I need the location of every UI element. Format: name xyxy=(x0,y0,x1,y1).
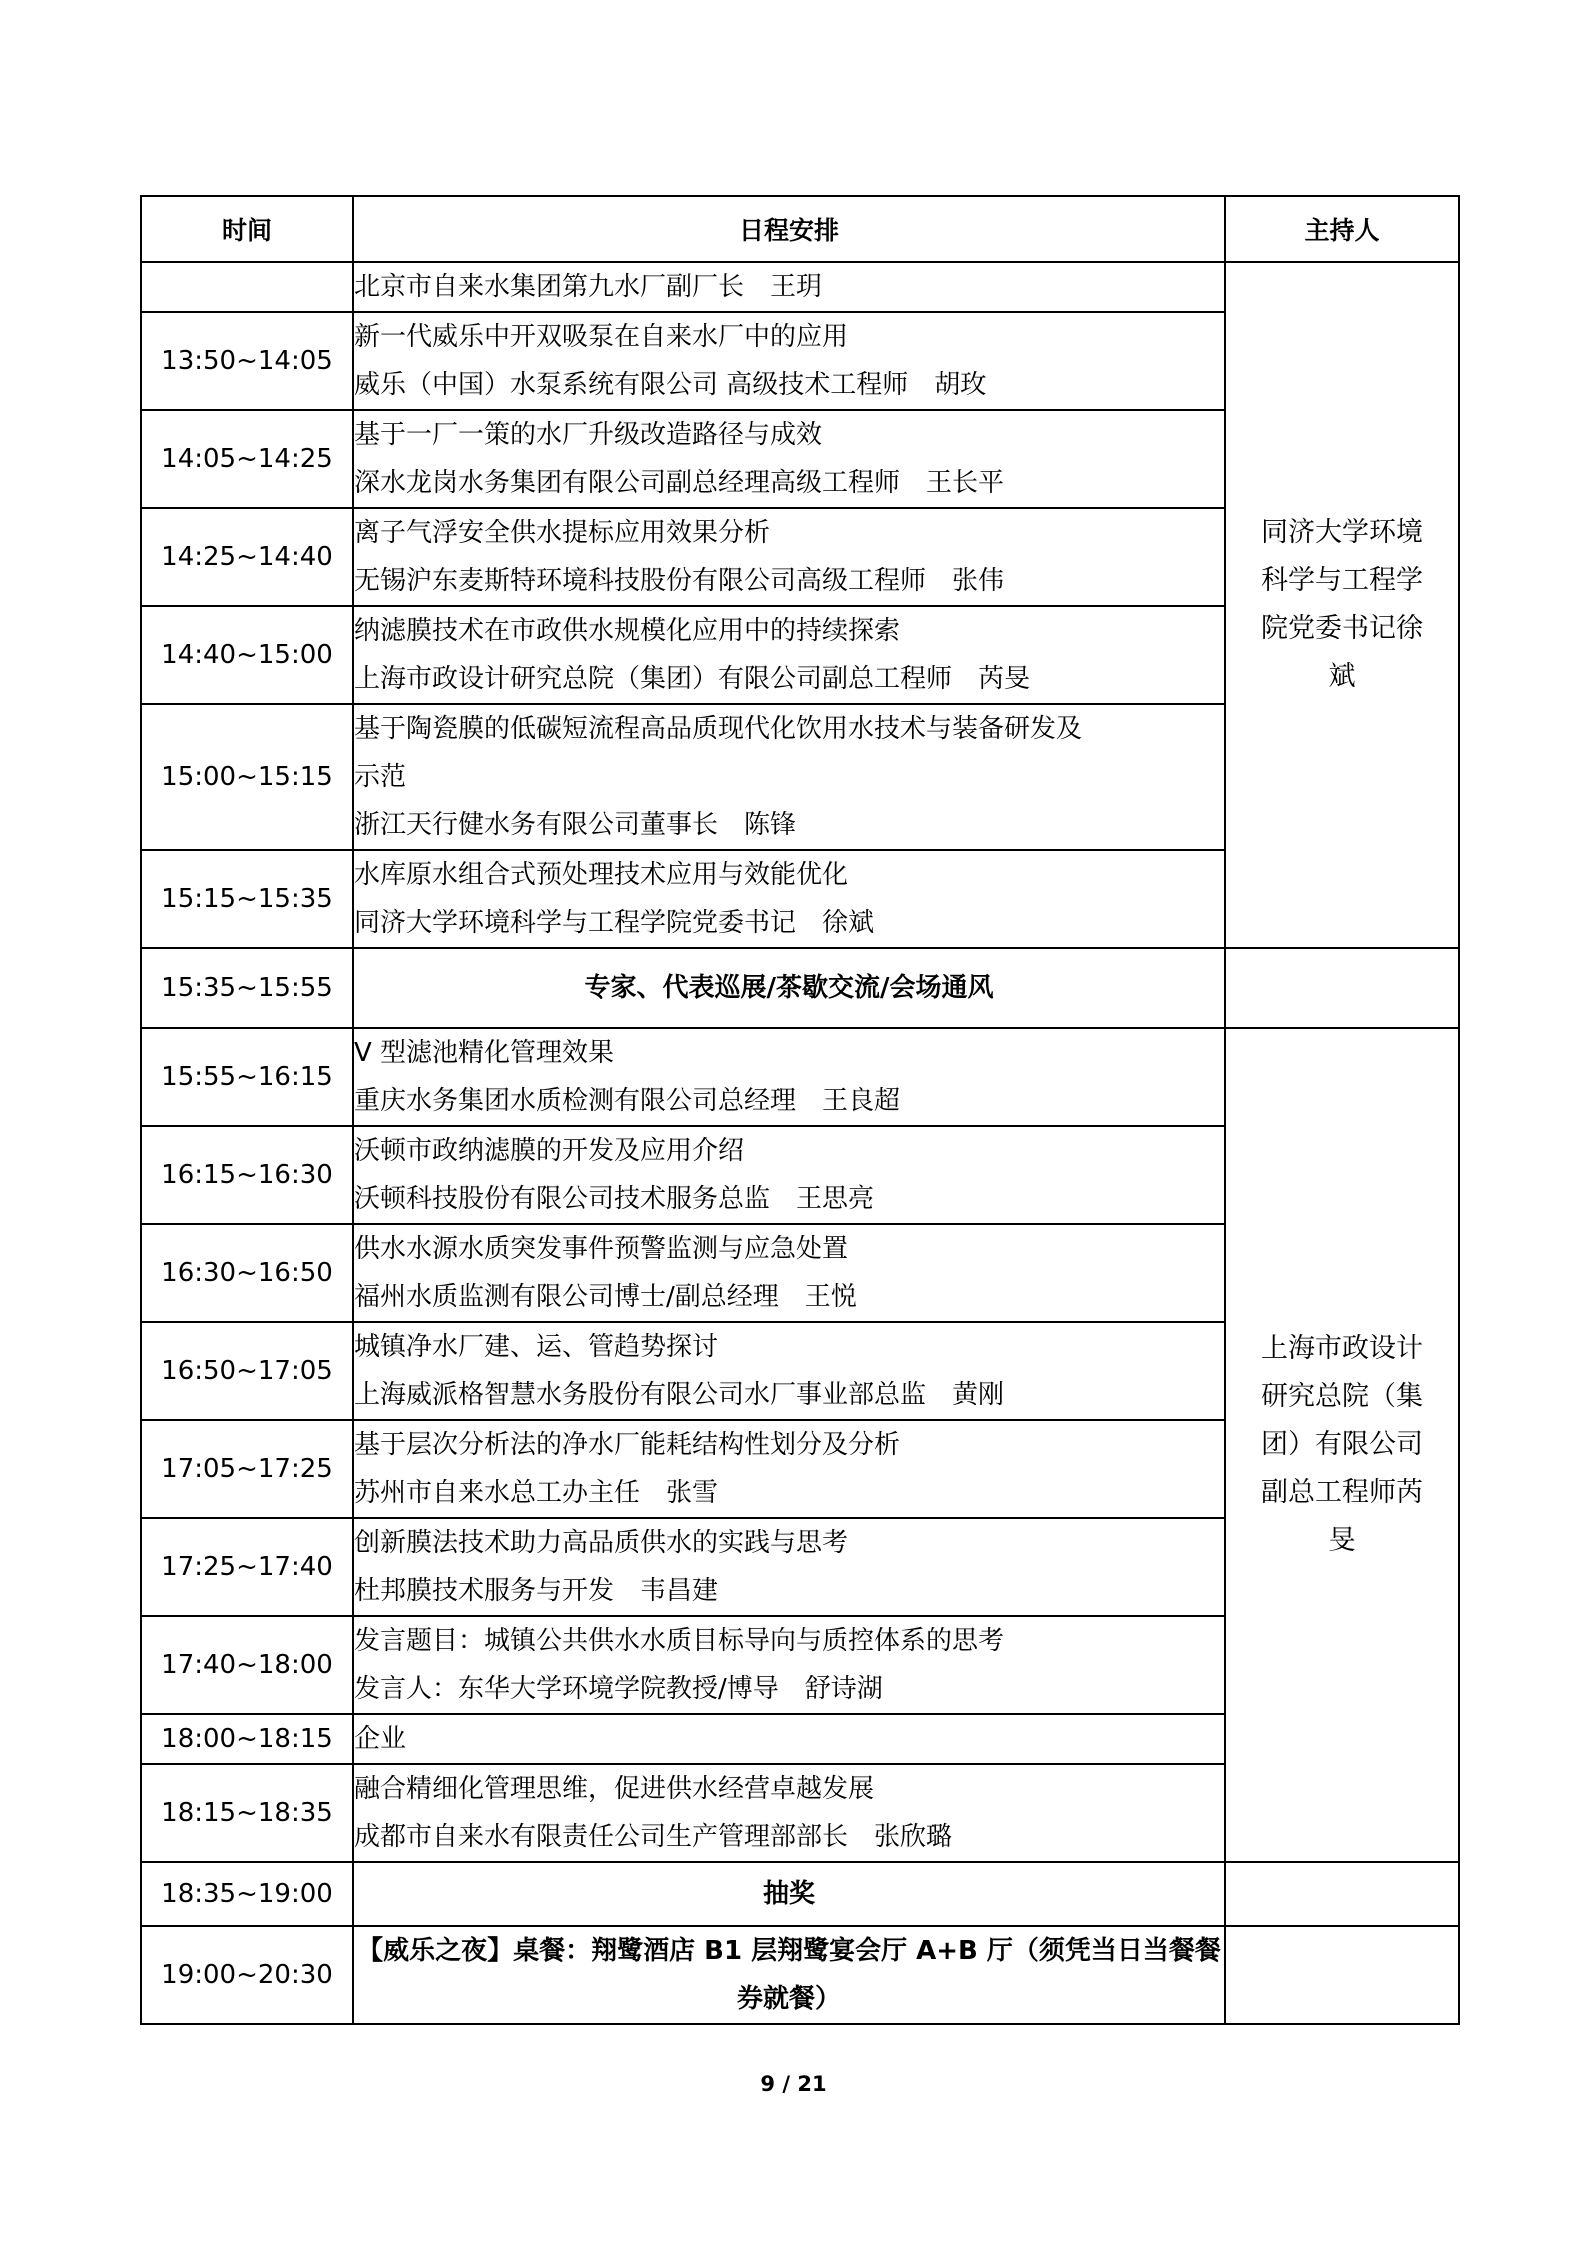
empty-host-cell xyxy=(1225,1926,1459,2024)
table-row xyxy=(141,1028,1459,1126)
time-cell: 16:15~16:30 xyxy=(141,1126,353,1224)
topic-line: 基于陶瓷膜的低碳短流程高品质现代化饮用水技术与装备研发及 xyxy=(354,714,1083,744)
host-cell xyxy=(1225,1028,1459,1862)
program-cell xyxy=(353,1518,1225,1616)
header-row xyxy=(141,196,1459,262)
topic-line: 融合精细化管理思维，促进供水经营卓越发展 xyxy=(354,1774,875,1804)
topic-line: 企业 xyxy=(354,1724,407,1754)
host-cell xyxy=(1225,262,1459,948)
program-cell xyxy=(353,1224,1225,1322)
program-cell xyxy=(353,1764,1225,1862)
program-cell xyxy=(353,1714,1225,1764)
table-row xyxy=(141,948,1459,1028)
topic-line: 沃顿市政纳滤膜的开发及应用介绍 xyxy=(354,1136,745,1166)
time-cell: 15:55~16:15 xyxy=(141,1028,353,1126)
program-cell xyxy=(353,410,1225,508)
program-cell xyxy=(353,1616,1225,1714)
program-cell xyxy=(353,606,1225,704)
topic-line: V 型滤池精化管理效果 xyxy=(354,1038,615,1068)
table-row xyxy=(141,1926,1459,2024)
speaker-line: 杜邦膜技术服务与开发 韦昌建 xyxy=(354,1576,719,1606)
speaker-line: 成都市自来水有限责任公司生产管理部部长 张欣璐 xyxy=(354,1822,953,1852)
time-cell: 19:00~20:30 xyxy=(141,1926,353,2024)
topic-line: 新一代威乐中开双吸泵在自来水厂中的应用 xyxy=(354,322,849,352)
time-cell: 14:05~14:25 xyxy=(141,410,353,508)
speaker-line: 威乐（中国）水泵系统有限公司 高级技术工程师 胡玫 xyxy=(354,370,987,400)
time-cell: 18:35~19:00 xyxy=(141,1862,353,1926)
host-name: 上海市政设计研究总院（集团）有限公司副总工程师芮旻 xyxy=(1261,1333,1423,1556)
speaker-line: 苏州市自来水总工办主任 张雪 xyxy=(354,1478,719,1508)
topic-line: 水库原水组合式预处理技术应用与效能优化 xyxy=(354,860,849,890)
speaker-line: 上海威派格智慧水务股份有限公司水厂事业部总监 黄刚 xyxy=(354,1380,1005,1410)
dinner-cell: 【威乐之夜】桌餐：翔鹭酒店 B1 层翔鹭宴会厅 A+B 厅（须凭当日当餐餐券就餐） xyxy=(353,1926,1225,2024)
speaker-line: 同济大学环境科学与工程学院党委书记 徐斌 xyxy=(354,908,875,938)
speaker-line: 重庆水务集团水质检测有限公司总经理 王良超 xyxy=(354,1086,901,1116)
speaker-line: 发言人：东华大学环境学院教授/博导 舒诗湖 xyxy=(354,1674,883,1704)
time-cell: 17:40~18:00 xyxy=(141,1616,353,1714)
table-row xyxy=(141,262,1459,312)
speaker-line: 深水龙岗水务集团有限公司副总经理高级工程师 王长平 xyxy=(354,468,1005,498)
empty-host-cell xyxy=(1225,948,1459,1028)
time-cell: 15:15~15:35 xyxy=(141,850,353,948)
time-cell: 16:50~17:05 xyxy=(141,1322,353,1420)
schedule-table xyxy=(140,195,1460,2025)
header-time: 时间 xyxy=(141,196,353,262)
topic-line: 创新膜法技术助力高品质供水的实践与思考 xyxy=(354,1528,849,1558)
topic-line: 基于层次分析法的净水厂能耗结构性划分及分析 xyxy=(354,1430,901,1460)
program-cell xyxy=(353,1028,1225,1126)
program-cell xyxy=(353,312,1225,410)
speaker-line: 浙江天行健水务有限公司董事长 陈锋 xyxy=(354,810,797,840)
program-cell xyxy=(353,1126,1225,1224)
page-number: 9 / 21 xyxy=(760,2072,827,2096)
empty-host-cell xyxy=(1225,1862,1459,1926)
speaker-line: 沃顿科技股份有限公司技术服务总监 王思亮 xyxy=(354,1184,875,1214)
topic-line: 城镇净水厂建、运、管趋势探讨 xyxy=(354,1332,719,1362)
topic-line: 供水水源水质突发事件预警监测与应急处置 xyxy=(354,1234,849,1264)
program-cell xyxy=(353,704,1225,850)
program-cell xyxy=(353,1322,1225,1420)
time-cell: 16:30~16:50 xyxy=(141,1224,353,1322)
host-name: 同济大学环境科学与工程学院党委书记徐斌 xyxy=(1261,517,1423,692)
time-cell: 14:40~15:00 xyxy=(141,606,353,704)
topic-line: 基于一厂一策的水厂升级改造路径与成效 xyxy=(354,420,823,450)
program-cell xyxy=(353,262,1225,312)
program-cell xyxy=(353,1420,1225,1518)
topic-line: 示范 xyxy=(354,762,407,792)
topic-line: 发言题目：城镇公共供水水质目标导向与质控体系的思考 xyxy=(354,1626,1005,1656)
header-host: 主持人 xyxy=(1225,196,1459,262)
time-cell: 17:05~17:25 xyxy=(141,1420,353,1518)
topic-line: 纳滤膜技术在市政供水规模化应用中的持续探索 xyxy=(354,616,901,646)
break-cell: 专家、代表巡展/茶歇交流/会场通风 xyxy=(353,948,1225,1028)
time-cell: 13:50~14:05 xyxy=(141,312,353,410)
speaker-line: 北京市自来水集团第九水厂副厂长 王玥 xyxy=(354,272,823,302)
speaker-line: 无锡沪东麦斯特环境科技股份有限公司高级工程师 张伟 xyxy=(354,566,1005,596)
speaker-line: 上海市政设计研究总院（集团）有限公司副总工程师 芮旻 xyxy=(354,664,1031,694)
time-cell: 15:00~15:15 xyxy=(141,704,353,850)
time-cell: 18:00~18:15 xyxy=(141,1714,353,1764)
program-cell xyxy=(353,508,1225,606)
time-cell xyxy=(141,262,353,312)
time-cell: 17:25~17:40 xyxy=(141,1518,353,1616)
program-cell xyxy=(353,850,1225,948)
time-cell: 15:35~15:55 xyxy=(141,948,353,1028)
speaker-line: 福州水质监测有限公司博士/副总经理 王悦 xyxy=(354,1282,857,1312)
time-cell: 14:25~14:40 xyxy=(141,508,353,606)
topic-line: 离子气浮安全供水提标应用效果分析 xyxy=(354,518,771,548)
table-row xyxy=(141,1862,1459,1926)
header-program: 日程安排 xyxy=(353,196,1225,262)
time-cell: 18:15~18:35 xyxy=(141,1764,353,1862)
lottery-cell: 抽奖 xyxy=(353,1862,1225,1926)
